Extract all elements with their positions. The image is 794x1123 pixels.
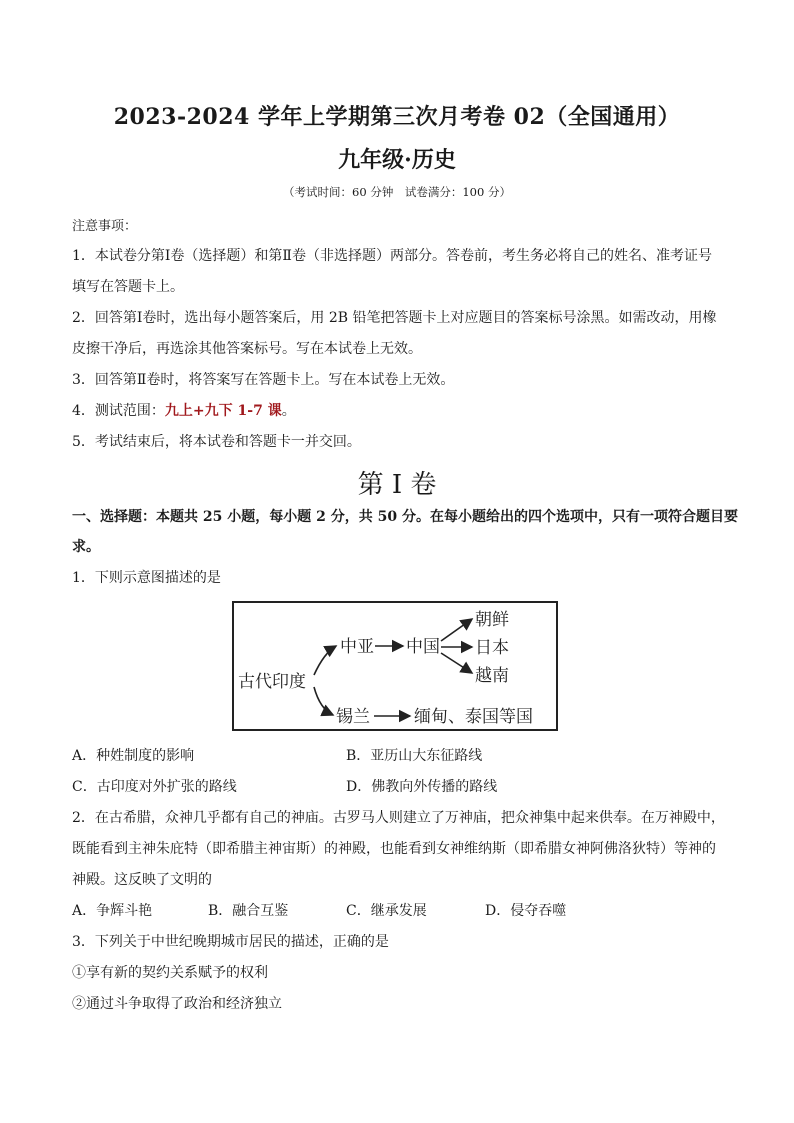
notes-heading: 注意事项：: [72, 219, 138, 234]
node-korea: 朝鲜: [475, 610, 509, 630]
note-5: 5．考试结束后，将本试卷和答题卡一并交回。: [72, 434, 361, 450]
diagram-svg: [232, 601, 558, 731]
node-vietnam: 越南: [475, 666, 509, 686]
node-ceylon: 锡兰: [336, 707, 370, 727]
note-2-line-2: 皮擦干净后，再选涂其他答案标号。写在本试卷上无效。: [72, 341, 422, 357]
note-4-suffix: 。: [281, 403, 296, 419]
exam-title: 2023-2024 学年上学期第三次月考卷 02（全国通用）: [113, 104, 681, 130]
q2-stem-line-3: 神殿。这反映了文明的: [72, 872, 212, 888]
node-burma-thailand: 缅甸、泰国等国: [414, 707, 533, 727]
note-2-line-1: 2．回答第Ⅰ卷时，选出每小题答案后，用 2B 铅笔把答题卡上对应题目的答案标号涂黑。如需改动，用橡: [72, 310, 717, 326]
node-china: 中国: [406, 637, 440, 657]
section-title: 第 I 卷: [357, 470, 437, 500]
note-1-line-2: 填写在答题卡上。: [72, 279, 184, 295]
arrow-china-to-vietnam: [441, 653, 472, 673]
q3-stem: 3．下列关于中世纪晚期城市居民的描述，正确的是: [72, 934, 389, 950]
q2-option-a: A．争辉斗艳: [72, 903, 153, 919]
q2-stem-line-1: 2．在古希腊，众神几乎都有自己的神庙。古罗马人则建立了万神庙，把众神集中起来供奉。在万神殿中，: [72, 810, 725, 826]
q1-option-c: C．古印度对外扩张的路线: [72, 779, 237, 795]
node-ancient-india: 古代印度: [238, 672, 306, 692]
exam-subject: 九年级·历史: [338, 147, 456, 173]
section-instruction-line-1: 一、选择题：本题共 25 小题，每小题 2 分，共 50 分。在每小题给出的四个选项中，只有一项符合题目要: [72, 509, 738, 525]
q1-option-b: B．亚历山大东征路线: [346, 748, 483, 764]
exam-time-score: （考试时间：60 分钟 试卷满分：100 分）: [283, 185, 511, 199]
q2-option-c: C．继承发展: [346, 903, 427, 919]
section-instruction-line-2: 求。: [72, 539, 100, 555]
q2-option-b: B．融合互鉴: [208, 903, 289, 919]
note-4-prefix: 4．测试范围：: [72, 403, 165, 419]
q3-item-1: ①享有新的契约关系赋予的权利: [72, 965, 268, 981]
node-japan: 日本: [475, 638, 509, 658]
q2-option-d: D．侵夺吞噬: [485, 903, 567, 919]
arrow-india-to-central-asia: [314, 646, 336, 675]
q1-stem: 1．下则示意图描述的是: [72, 570, 221, 586]
note-1-line-1: 1．本试卷分第Ⅰ卷（选择题）和第Ⅱ卷（非选择题）两部分。答卷前，考生务必将自己的姓名、准考证号: [72, 248, 712, 264]
q1-option-d: D．佛教向外传播的路线: [346, 779, 498, 795]
buddhism-spread-diagram: [232, 601, 558, 731]
note-4-range: 九上+九下 1-7 课: [164, 403, 282, 419]
arrow-india-to-ceylon: [314, 687, 333, 715]
q3-item-2: ②通过斗争取得了政治和经济独立: [72, 996, 282, 1012]
q1-option-a: A．种姓制度的影响: [72, 748, 195, 764]
note-3: 3．回答第Ⅱ卷时，将答案写在答题卡上。写在本试卷上无效。: [72, 372, 455, 388]
note-4: [72, 401, 732, 421]
q2-stem-line-2: 既能看到主神朱庇特（即希腊主神宙斯）的神殿，也能看到女神维纳斯（即希腊女神阿佛洛狄特）等神的: [72, 841, 716, 857]
node-central-asia: 中亚: [340, 637, 374, 657]
arrow-china-to-korea: [441, 619, 472, 641]
